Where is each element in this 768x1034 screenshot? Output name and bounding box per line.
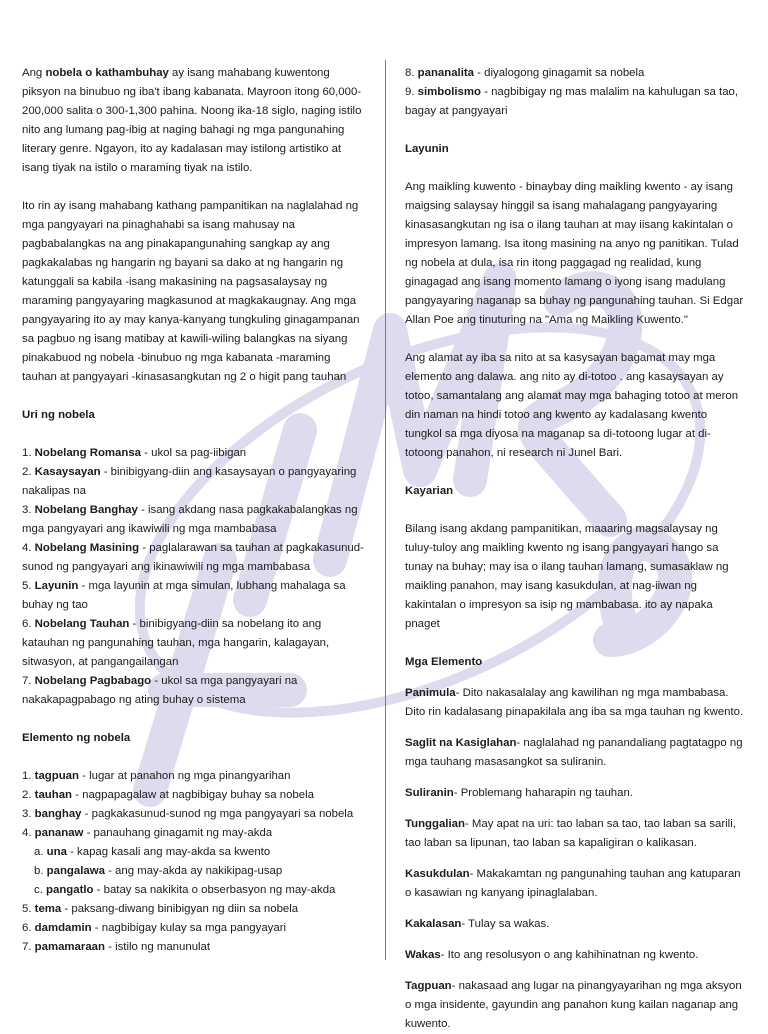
elemento-heading: Elemento ng nobela xyxy=(22,732,131,744)
list-term: una xyxy=(46,846,67,858)
list-term: pamamaraan xyxy=(34,941,105,953)
list-number: 5. xyxy=(22,580,35,592)
list-number: 2. xyxy=(22,466,35,478)
list-description: - pagkakasunud-sunod ng mga pangyayari sa nobela xyxy=(81,808,354,820)
elemento-item xyxy=(405,83,745,121)
list-number: b. xyxy=(34,865,47,877)
uri-item xyxy=(22,577,366,615)
element-item xyxy=(405,915,745,934)
list-description: - mga layunin at mga simulan, lubhang mahalaga sa buhay ng tao xyxy=(22,580,346,611)
list-term: Nobelang Tauhan xyxy=(34,618,130,630)
list-description: - nagbibigay kulay sa mga pangyayari xyxy=(91,922,287,934)
element-description: - Ito ang resolusyon o ang kahihinatnan ng kwento. xyxy=(440,949,699,961)
list-description: - nagpapagalaw at nagbibigay buhay sa nobela xyxy=(72,789,314,801)
list-description: - ukol sa pag-iibigan xyxy=(141,447,247,459)
list-term: pananaw xyxy=(34,827,84,839)
left-column xyxy=(22,64,366,957)
list-description: - paglalarawan sa tauhan at pagkakasunud-sunod ng pangyayari ang ikinawiwili ng mga mambabasa xyxy=(22,542,364,573)
list-term: Layunin xyxy=(34,580,79,592)
list-number: 8. xyxy=(405,67,418,79)
description-paragraph: Ito rin ay isang mahabang kathang pampanitikan na naglalahad ng mga pangyayari na pinaghahabi sa isang mahusay na pagbabalangkas na ang pinakapangunahing sangkap ay ang pagkakalabas ng hangarin ng bayani sa dako at ng hangarin ng katunggali sa kabila -isang makasining na pagsasalaysay ng maraming pangyayaring magkasunod at magkakaugnay. Ang mga pangyayaring ito ay may kanya-kanyang tungkuling ginagampanan sa pagbuo ng isang matibay at kawili-wiling balangkas na siyang pinakabuod ng nobela -binubuo ng mga kabanata -maraming tauhan at pangyayari -kinasasangkutan ng 2 o higit pang tauhan xyxy=(22,200,360,383)
list-number: 5. xyxy=(22,903,35,915)
list-number: 1. xyxy=(22,770,35,782)
uri-heading: Uri ng nobela xyxy=(22,409,95,421)
list-number: 6. xyxy=(22,618,35,630)
list-number: 3. xyxy=(22,808,35,820)
list-description: - ang may-akda ay nakikipag-usap xyxy=(104,865,283,877)
list-description: - diyalogong ginagamit sa nobela xyxy=(474,67,645,79)
list-description: - nagbibigay ng mas malalim na kahulugan sa tao, bagay at pangyayari xyxy=(405,86,739,117)
elemento-list-continued xyxy=(405,64,745,121)
list-term: simbolismo xyxy=(417,86,481,98)
element-item xyxy=(405,784,745,803)
list-number: 1. xyxy=(22,447,35,459)
elemento-list xyxy=(22,767,366,957)
element-term: Kakalasan xyxy=(405,918,462,930)
list-description: - paksang-diwang binibigyan ng diin sa nobela xyxy=(61,903,299,915)
elemento-item xyxy=(22,862,366,881)
element-description: - Dito nakasalalay ang kawilihan ng mga mambabasa. Dito rin kadalasang pinapakilala ang iba sa mga tauhan ng kwento. xyxy=(405,687,744,718)
list-description: - batay sa nakikita o obserbasyon ng may-akda xyxy=(93,884,336,896)
elemento-item xyxy=(22,767,366,786)
element-term: Tunggalian xyxy=(405,818,465,830)
uri-item xyxy=(22,615,366,672)
element-item xyxy=(405,946,745,965)
layunin-paragraph-2: Ang alamat ay iba sa nito at sa kasysayan bagamat may mga elemento ang dalawa. ang nito ay di-totoo . ang kasaysayan ay totoo, samantalang ang alamat may mga bahaging totoo at meron din naman na hindi totoo ang kwento ay kadalasang kwento tungkol sa mga diyosa na maganap sa di-totoong lugar at di-totoong panahon, ni research ni Junel Bari. xyxy=(405,352,739,459)
list-term: Nobelang Masining xyxy=(34,542,140,554)
list-number: 2. xyxy=(22,789,35,801)
elemento-item xyxy=(22,786,366,805)
elemento-item xyxy=(22,824,366,843)
mga-elemento-list xyxy=(405,684,745,1034)
list-number: 4. xyxy=(22,827,35,839)
element-description: - May apat na uri: tao laban sa tao, tao laban sa sarili, tao laban sa lipunan, tao laban sa kapaligiran o kalikasan. xyxy=(405,818,736,849)
intro-prefix: Ang xyxy=(22,67,46,79)
element-term: Panimula xyxy=(405,687,456,699)
kayarian-paragraph: Bilang isang akdang pampanitikan, maaaring magsalaysay ng tuluy-tuloy ang maikling kwento ng isang pangyayari hango sa tunay na buhay; may isa o ilang tauhan lamang, sumasaklaw ng maikling panahon, may isang kasukdulan, at nag-iiwan ng kakintalan o impresyon sa isip ng mambabasa. ito ay napaka pnaget xyxy=(405,523,729,630)
intro-paragraph xyxy=(22,64,366,178)
element-item xyxy=(405,734,745,772)
element-description: - nakasaad ang lugar na pinangyayarihan ng mga aksyon o mga insidente, gayundin ang panahon kung kailan naganap ang kuwento. xyxy=(405,980,742,1030)
list-term: Nobelang Pagbabago xyxy=(34,675,152,687)
layunin-heading: Layunin xyxy=(405,143,449,155)
uri-item xyxy=(22,501,366,539)
intro-term: nobela o kathambuhay xyxy=(45,67,169,79)
list-term: Nobelang Romansa xyxy=(34,447,142,459)
list-description: - ukol sa mga pangyayari na nakakapagpabago ng ating buhay o sistema xyxy=(22,675,298,706)
uri-list xyxy=(22,444,366,710)
uri-item xyxy=(22,444,366,463)
list-number: 9. xyxy=(405,86,418,98)
right-column xyxy=(405,64,745,1034)
list-description: - lugar at panahon ng mga pinangyarihan xyxy=(78,770,291,782)
elemento-item xyxy=(22,919,366,938)
uri-item xyxy=(22,539,366,577)
element-item xyxy=(405,977,745,1034)
list-description: - panauhang ginagamit ng may-akda xyxy=(83,827,273,839)
uri-item xyxy=(22,672,366,710)
list-number: 7. xyxy=(22,675,35,687)
list-number: 4. xyxy=(22,542,35,554)
list-term: banghay xyxy=(34,808,82,820)
list-term: Nobelang Banghay xyxy=(34,504,138,516)
element-item xyxy=(405,684,745,722)
elemento-item xyxy=(22,805,366,824)
element-description: - Makakamtan ng pangunahing tauhan ang katuparan o kasawian ng kanyang ipinaglalaban. xyxy=(405,868,741,899)
element-term: Wakas xyxy=(405,949,441,961)
element-term: Suliranin xyxy=(405,787,454,799)
list-number: 3. xyxy=(22,504,35,516)
elemento-item xyxy=(22,900,366,919)
intro-text: ay isang mahabang kuwentong piksyon na binubuo ng iba't ibang kabanata. Mayroon itong 60,000-200,000 salita o 300-1,300 pahina. Noong ika-18 siglo, naging istilo nito ang lumang pag-ibig at naging bahagi ng mga pangunahing literary genre. Ngayon, ito ay kadalasan may istilong artistiko at isang tiyak na istilo o maraming tiyak na istilo. xyxy=(22,67,362,174)
element-item xyxy=(405,865,745,903)
list-term: tema xyxy=(34,903,62,915)
element-item xyxy=(405,815,745,853)
layunin-paragraph-1: Ang maikling kuwento - binaybay ding maikling kwento - ay isang maigsing salaysay hinggil sa isang mahalagang pangyayaring kinasasangkutan ng isa o ilang tauhan at may iisang kakintalan o impresyon lamang. Isa itong masining na anyo ng panitikan. Tulad ng nobela at dula, isa rin itong paggagad ng realidad, kung ginagagad ang isang momento lamang o iyong isang madulang pangyayaring naganap sa buhay ng pangunahing tauhan. Si Edgar Allan Poe ang tinuturing na "Ama ng Maikling Kuwento." xyxy=(405,181,744,326)
elemento-item xyxy=(22,881,366,900)
element-term: Saglit na Kasiglahan xyxy=(405,737,517,749)
list-number: 7. xyxy=(22,941,35,953)
list-description: - isang akdang nasa pagkakabalangkas ng mga pangyayari ang ikawiwili ng mga mambabasa xyxy=(22,504,358,535)
list-term: pananalita xyxy=(417,67,475,79)
list-term: pangalawa xyxy=(46,865,105,877)
element-term: Tagpuan xyxy=(405,980,452,992)
kayarian-heading: Kayarian xyxy=(405,485,454,497)
list-description: - binibigyang-diin sa nobelang ito ang katauhan ng pangunahing tauhan, mga hangarin, kalagayan, sitwasyon, at pangangailangan xyxy=(22,618,330,668)
element-description: - naglalahad ng panandaliang pagtatagpo ng mga tauhang masasangkot sa suliranin. xyxy=(405,737,743,768)
list-description: - istilo ng manunulat xyxy=(104,941,211,953)
list-term: Kasaysayan xyxy=(34,466,101,478)
list-term: tagpuan xyxy=(34,770,79,782)
list-description: - binibigyang-diin ang kasaysayan o pangyayaring nakalipas na xyxy=(22,466,357,497)
element-description: - Problemang haharapin ng tauhan. xyxy=(453,787,633,799)
element-term: Kasukdulan xyxy=(405,868,470,880)
elemento-item xyxy=(22,843,366,862)
elemento-item xyxy=(405,64,745,83)
uri-item xyxy=(22,463,366,501)
column-divider xyxy=(385,60,386,960)
list-term: pangatlo xyxy=(46,884,94,896)
mga-elemento-heading: Mga Elemento xyxy=(405,656,483,668)
list-description: - kapag kasali ang may-akda sa kwento xyxy=(66,846,271,858)
list-number: c. xyxy=(34,884,47,896)
list-term: damdamin xyxy=(34,922,92,934)
elemento-item xyxy=(22,938,366,957)
list-number: 6. xyxy=(22,922,35,934)
element-description: - Tulay sa wakas. xyxy=(461,918,550,930)
list-number: a. xyxy=(34,846,47,858)
list-term: tauhan xyxy=(34,789,73,801)
